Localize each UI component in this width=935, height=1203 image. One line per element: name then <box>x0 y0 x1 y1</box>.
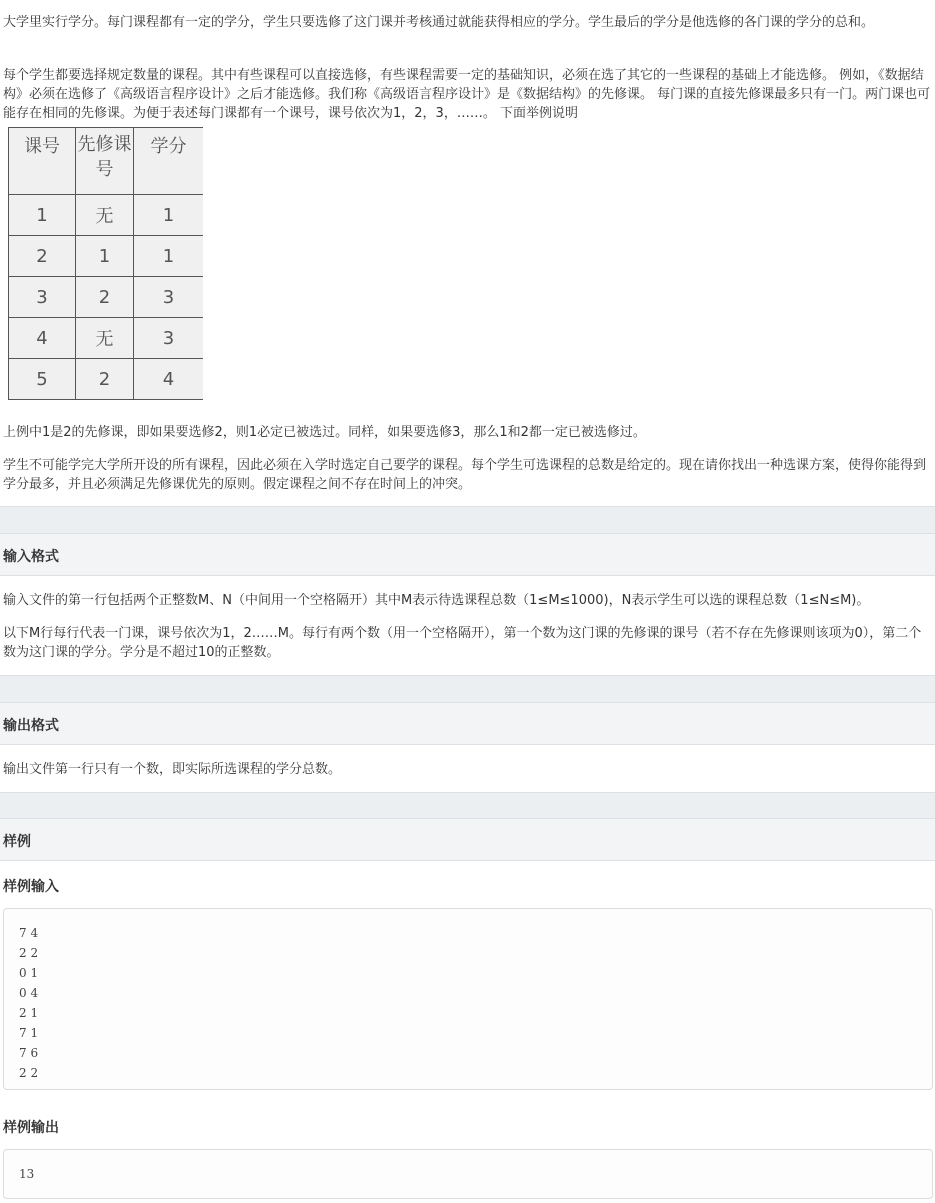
table-cell: 2 <box>76 277 134 318</box>
table-cell: 1 <box>76 236 134 277</box>
table-cell: 无 <box>76 195 134 236</box>
table-cell: 1 <box>9 195 76 236</box>
section-gap <box>0 792 935 819</box>
course-table-header-credit: 学分 <box>134 128 204 195</box>
sample-input-line: 0 1 <box>19 966 39 980</box>
input-format-header <box>0 534 935 576</box>
sample-input-line: 7 1 <box>19 1026 39 1040</box>
table-cell: 2 <box>76 359 134 400</box>
table-cell: 3 <box>134 318 204 359</box>
table-cell: 5 <box>9 359 76 400</box>
sample-input-line: 0 4 <box>19 986 39 1000</box>
description-paragraph-1: 大学里实行学分。每门课程都有一定的学分，学生只要选修了这门课并考核通过就能获得相应的学分。学生最后的学分是他选修的各门课的学分的总和。 <box>3 15 875 30</box>
table-cell: 4 <box>134 359 204 400</box>
course-table-header-prereq: 先修课号 <box>76 128 134 195</box>
course-table <box>8 127 203 400</box>
output-format-title: 输出格式 <box>3 718 59 734</box>
table-cell: 1 <box>134 195 204 236</box>
description-paragraph-4: 学生不可能学完大学所开设的所有课程，因此必须在入学时选定自己要学的课程。每个学生可选课程的总数是给定的。现在请你找出一种选课方案，使得你能得到学分最多，并且必须满足先修课优先的原则。假定课程之间不存在时间上的冲突。 <box>3 458 927 492</box>
output-format-header <box>0 703 935 745</box>
input-format-title: 输入格式 <box>3 549 59 565</box>
sample-input-line: 2 2 <box>19 946 39 960</box>
sample-input-line: 2 1 <box>19 1006 39 1020</box>
table-row <box>9 236 204 277</box>
table-cell: 2 <box>9 236 76 277</box>
sample-output-box[interactable] <box>3 1149 933 1199</box>
table-cell: 3 <box>9 277 76 318</box>
sample-input-line: 7 6 <box>19 1046 39 1060</box>
sample-input-line: 7 4 <box>19 926 39 940</box>
sample-input-line: 2 2 <box>19 1066 39 1080</box>
input-format-paragraph-2: 以下M行每行代表一门课，课号依次为1，2……M。每行有两个数（用一个空格隔开），第一个数为这门课的先修课的课号（若不存在先修课则该项为0），第二个数为这门课的学分。学分是不超过10的正整数。 <box>3 626 922 660</box>
sample-output-title: 样例输出 <box>3 1120 59 1136</box>
table-cell: 3 <box>134 277 204 318</box>
description-paragraph-3: 上例中1是2的先修课，即如果要选修2，则1必定已被选过。同样，如果要选修3，那么1和2都一定已被选修过。 <box>3 425 646 440</box>
course-table-header-id: 课号 <box>9 128 76 195</box>
table-row <box>9 277 204 318</box>
table-cell: 无 <box>76 318 134 359</box>
sample-title: 样例 <box>3 834 31 850</box>
table-cell: 4 <box>9 318 76 359</box>
sample-input-title: 样例输入 <box>3 879 59 895</box>
section-gap <box>0 675 935 703</box>
sample-input-box[interactable] <box>3 908 933 1090</box>
table-cell: 1 <box>134 236 204 277</box>
course-table-header-row <box>9 128 204 195</box>
table-row <box>9 318 204 359</box>
input-format-paragraph-1: 输入文件的第一行包括两个正整数M、N（中间用一个空格隔开）其中M表示待选课程总数（1≤M≤1000)，N表示学生可以选的课程总数（1≤N≤M)。 <box>3 593 870 608</box>
output-format-paragraph: 输出文件第一行只有一个数，即实际所选课程的学分总数。 <box>3 762 342 777</box>
table-row <box>9 359 204 400</box>
table-row <box>9 195 204 236</box>
sample-output-line: 13 <box>19 1167 35 1181</box>
sample-header <box>0 819 935 861</box>
description-paragraph-2: 每个学生都要选择规定数量的课程。其中有些课程可以直接选修，有些课程需要一定的基础知识，必须在选了其它的一些课程的基础上才能选修。 例如，《数据结构》必须在选修了《高级语言程序设计》之后才能选修。我们称《高级语言程序设计》是《数据结构》的先修课。 每门课的直接先修课最多只有一门。两门课也可能存在相同的先修课。为便于表述每门课都有一个课号，课号依次为1，2，3，……。 下面举例说明 <box>3 68 931 121</box>
section-gap <box>0 506 935 534</box>
